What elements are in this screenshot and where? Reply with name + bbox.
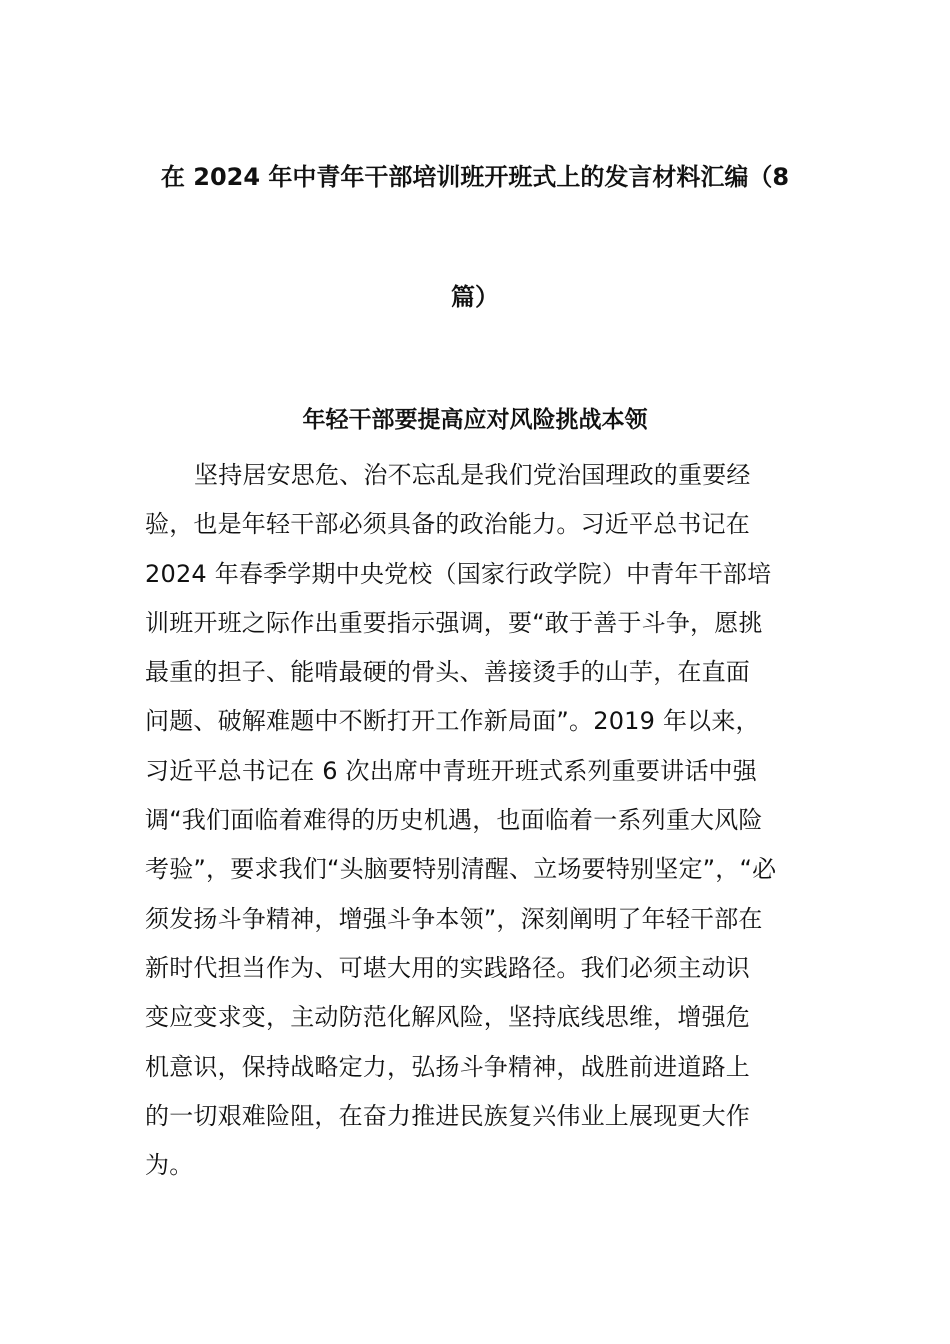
paragraph-line: 调“我们面临着难得的历史机遇，也面临着一系列重大风险 xyxy=(145,806,763,835)
paragraph-line: 坚持居安思危、治不忘乱是我们党治国理政的重要经 xyxy=(194,461,751,489)
paragraph-line: 问题、破解难题中不断打开工作新局面”。2019 年以来， xyxy=(145,707,760,736)
paragraph-line: 机意识，保持战略定力，弘扬斗争精神，战胜前进道路上 xyxy=(145,1052,750,1081)
paragraph-line: 考验”，要求我们“头脑要特别清醒、立场要特别坚定”，“必 xyxy=(145,855,777,884)
paragraph-line: 最重的担子、能啃最硬的骨头、善接烫手的山芋，在直面 xyxy=(145,658,750,687)
document-title-line-1: 在 2024 年中青年干部培训班开班式上的发言材料汇编（8 xyxy=(160,163,790,191)
section-heading: 年轻干部要提高应对风险挑战本领 xyxy=(302,407,648,433)
paragraph-line: 变应变求变，主动防范化解风险，坚持底线思维，增强危 xyxy=(145,1003,750,1032)
paragraph-line: 新时代担当作为、可堪大用的实践路径。我们必须主动识 xyxy=(145,953,750,982)
paragraph-line: 训班开班之际作出重要指示强调，要“敢于善于斗争，愿挑 xyxy=(145,608,763,637)
paragraph-line: 习近平总书记在 6 次出席中青班开班式系列重要讲话中强 xyxy=(145,756,757,785)
document-title-line-2: 篇） xyxy=(451,283,499,311)
paragraph-line: 2024 年春季学期中央党校（国家行政学院）中青年干部培 xyxy=(145,559,772,588)
paragraph-line: 验，也是年轻干部必须具备的政治能力。习近平总书记在 xyxy=(145,510,750,539)
body-paragraph xyxy=(145,451,810,1190)
paragraph-line: 为。 xyxy=(145,1151,194,1180)
paragraph-line: 须发扬斗争精神，增强斗争本领”，深刻阐明了年轻干部在 xyxy=(145,904,763,933)
paragraph-line: 的一切艰难险阻，在奋力推进民族复兴伟业上展现更大作 xyxy=(145,1101,750,1130)
